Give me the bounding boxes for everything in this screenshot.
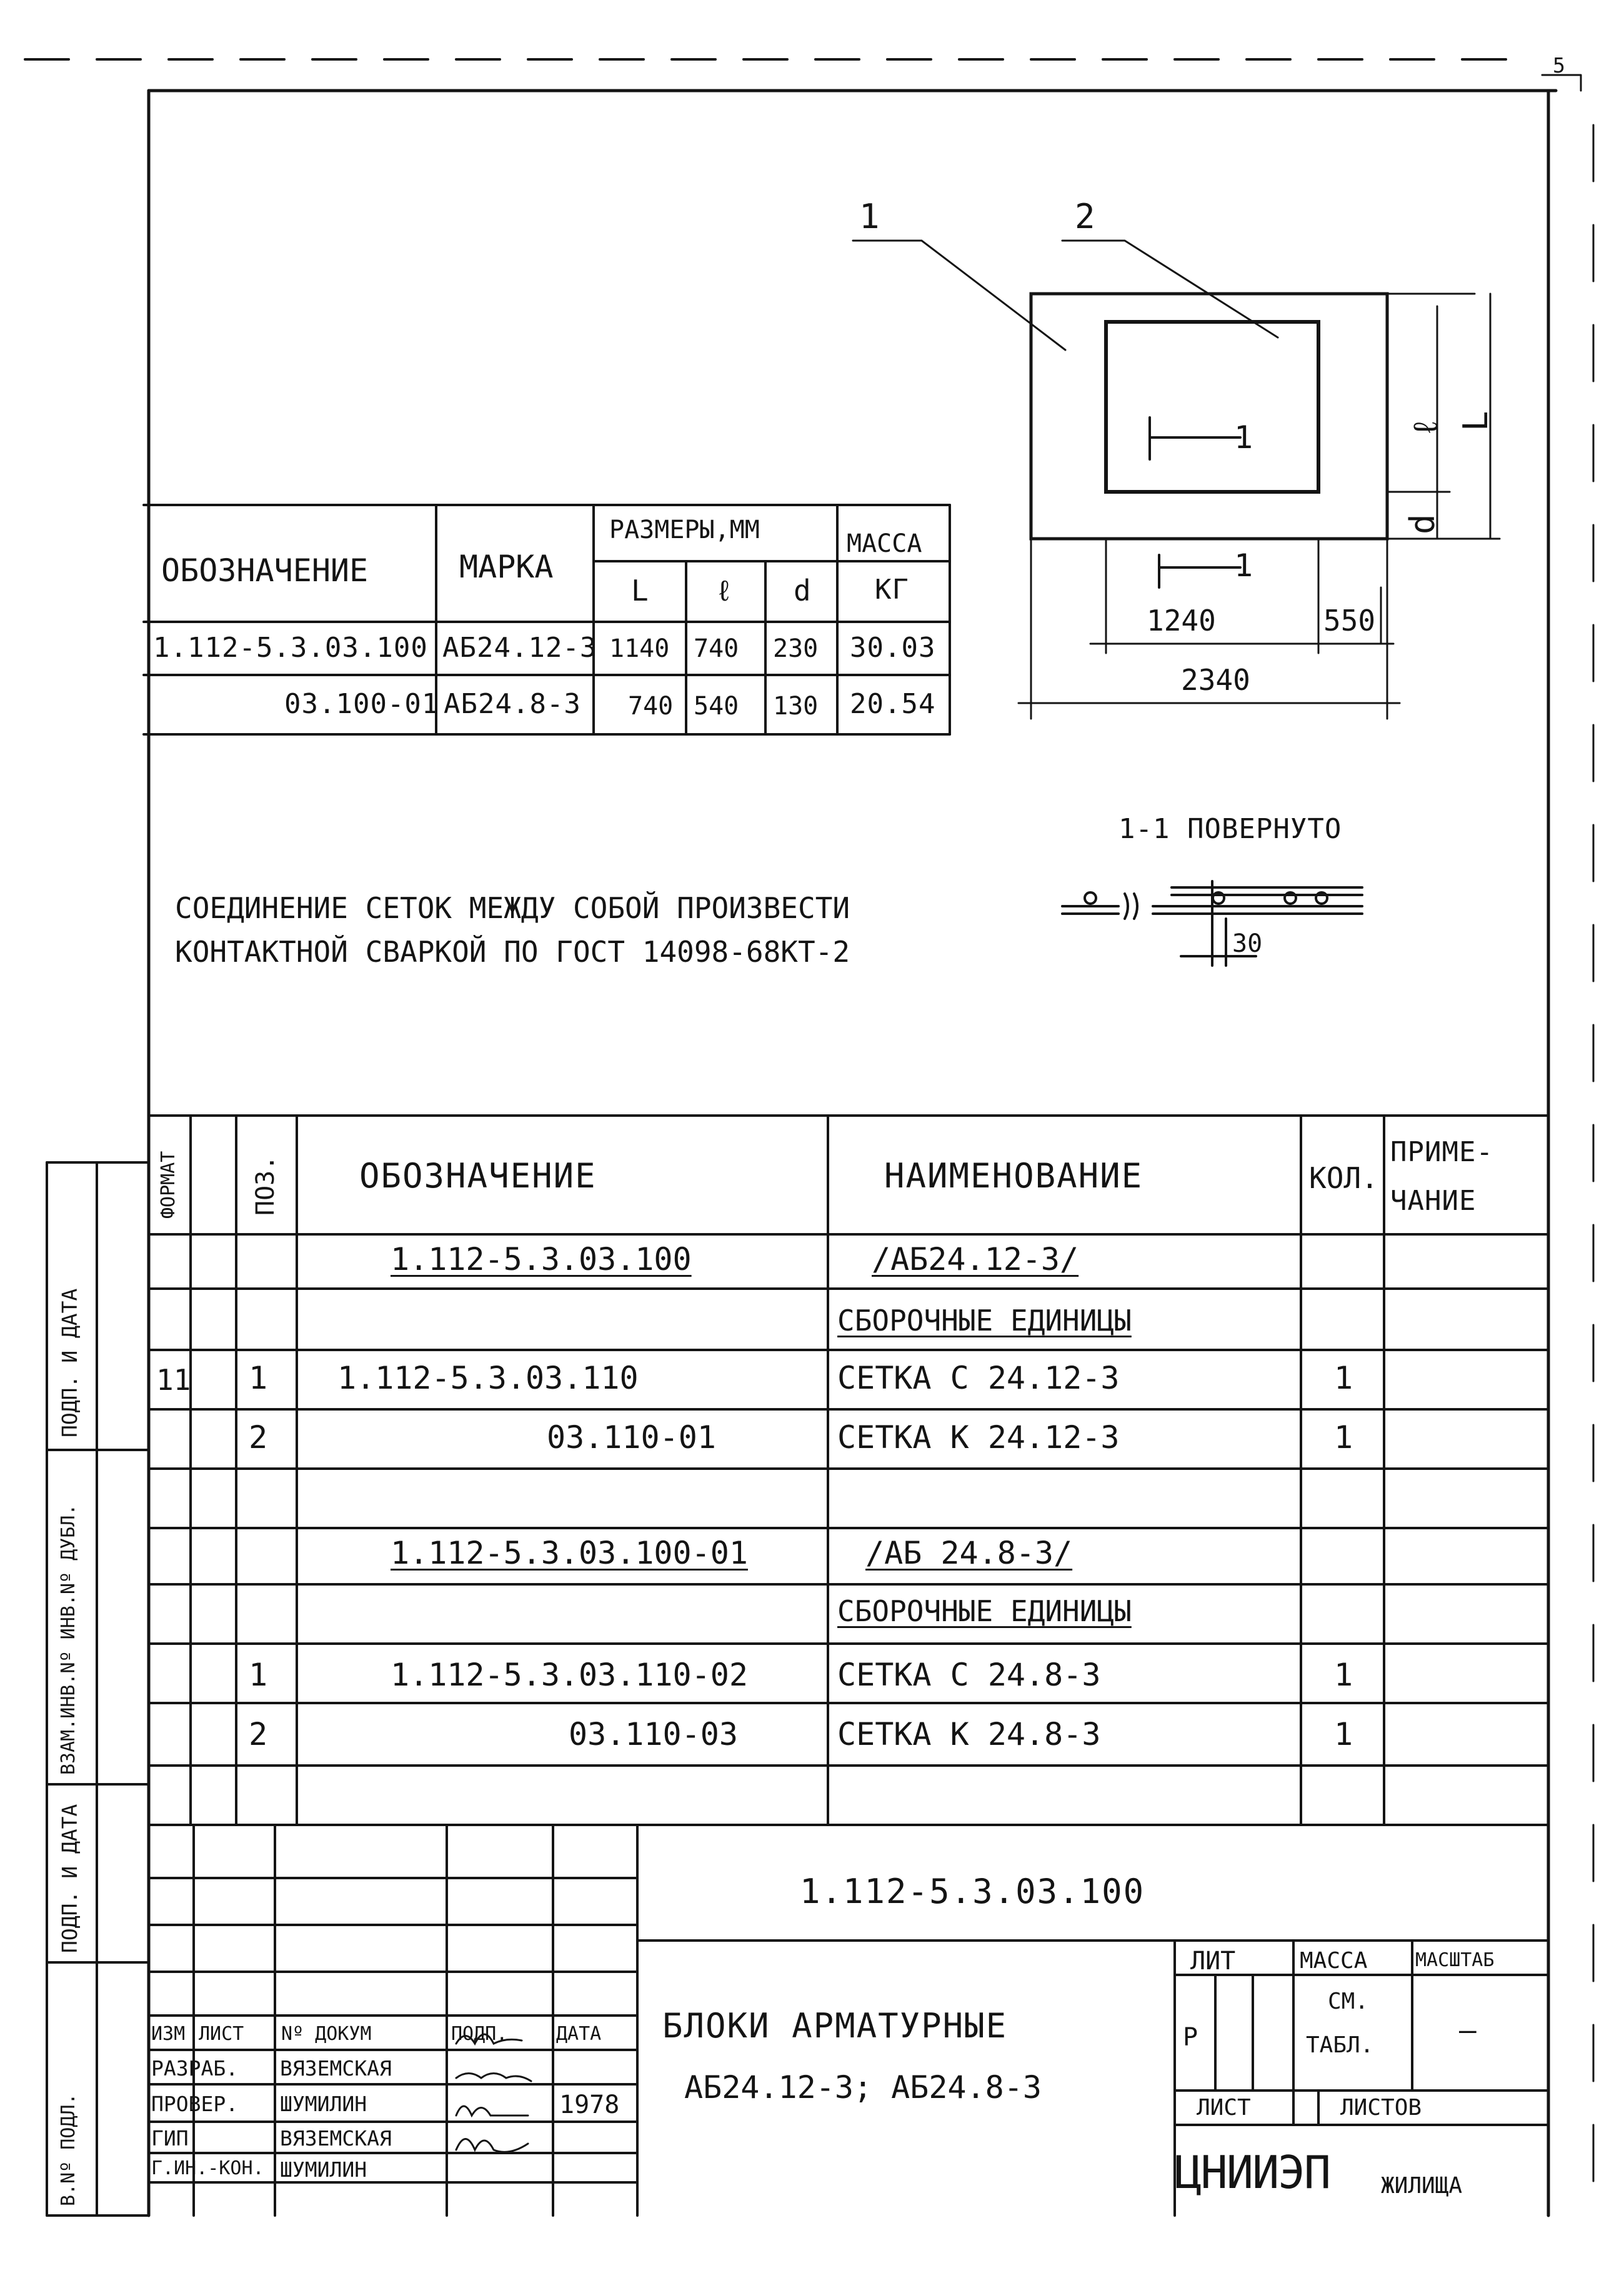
marks-row-2-designation: 03.100-01 — [284, 688, 439, 720]
dim-edge: 550 — [1323, 604, 1376, 637]
signatures — [456, 2034, 531, 2152]
spec-header-qty: КОЛ. — [1309, 1161, 1378, 1195]
tb-role: ПРОВЕР. — [151, 2092, 239, 2116]
spec-row-qty: 1 — [1334, 1716, 1353, 1752]
tb-head-list: ЛИСТ — [199, 2023, 244, 2045]
marks-row-1-mass: 30.03 — [850, 632, 936, 664]
tb-role: ГИП — [151, 2126, 189, 2151]
tb-lit-value: Р — [1183, 2023, 1198, 2052]
tb-lit-label: ЛИТ — [1190, 1947, 1236, 1976]
tb-scale-label: МАСШТАБ — [1415, 1949, 1495, 1971]
tb-date: 1978 — [559, 2091, 620, 2119]
tb-sheet-label: ЛИСТ — [1197, 2095, 1251, 2121]
marks-row-1-L: 1140 — [609, 634, 670, 663]
doc-number: 1.112-5.3.03.100 — [800, 1872, 1145, 1911]
weld-detail — [1062, 881, 1362, 966]
tb-role: РАЗРАБ. — [151, 2056, 239, 2081]
callout-1: 1 — [859, 197, 881, 236]
spec-row-pos: 2 — [249, 1716, 268, 1752]
marks-header-designation: ОБОЗНАЧЕНИЕ — [161, 552, 369, 589]
tb-mass-value-1: СМ. — [1328, 1989, 1369, 2014]
spec-header-note-2: ЧАНИЕ — [1390, 1185, 1477, 1217]
marks-row-2-mark: АБ24.8-3 — [444, 688, 581, 720]
spec-row-name: СЕТКА С 24.8-3 — [837, 1657, 1101, 1693]
spec-header-designation: ОБОЗНАЧЕНИЕ — [359, 1156, 597, 1196]
spec-header-note-1: ПРИМЕ- — [1390, 1136, 1493, 1168]
tb-head-date: ДАТА — [556, 2023, 602, 2045]
marks-row-1-l: 740 — [694, 634, 739, 663]
tb-name: ВЯЗЕМСКАЯ — [280, 2056, 392, 2081]
spec-row-heading-designation: 1.112-5.3.03.100 — [391, 1241, 692, 1277]
tb-head-sign: ПОДП. — [451, 2023, 508, 2045]
callout-2: 2 — [1075, 197, 1097, 236]
spec-row-qty: 1 — [1334, 1419, 1353, 1456]
spec-row-designation: 1.112-5.3.03.110 — [337, 1360, 639, 1396]
spec-row-qty: 1 — [1334, 1360, 1353, 1396]
marks-row-2-d: 130 — [773, 692, 819, 721]
spec-row-designation: 03.110-01 — [547, 1419, 716, 1456]
marks-row-1-designation: 1.112-5.3.03.100 — [153, 632, 428, 664]
tb-sheets-label: ЛИСТОВ — [1340, 2095, 1422, 2121]
section-mark-upper: 1 — [1234, 419, 1253, 456]
marks-header-mass-unit: КГ — [875, 574, 909, 606]
spec-row-format: 11 — [156, 1363, 191, 1397]
spec-header-format: ФОРМАТ — [157, 1151, 179, 1219]
spec-row-heading-designation: 1.112-5.3.03.100-01 — [391, 1535, 748, 1571]
marks-row-2-l: 540 — [694, 692, 739, 721]
section-title: 1-1 ПОВЕРНУТО — [1118, 813, 1342, 845]
note-line-1: СОЕДИНЕНИЕ СЕТОК МЕЖДУ СОБОЙ ПРОИЗВЕСТИ — [175, 891, 850, 925]
spec-row-pos: 2 — [249, 1419, 268, 1456]
marks-header-sizes: РАЗМЕРЫ,ММ — [609, 516, 760, 544]
spec-row-name: СЕТКА К 24.8-3 — [837, 1716, 1101, 1752]
tb-head-doc: Nº ДОКУМ — [281, 2023, 372, 2045]
marks-header-L: L — [631, 574, 649, 607]
dim-label-d: d — [1403, 512, 1442, 534]
spec-row-name: СЕТКА С 24.12-3 — [837, 1360, 1120, 1396]
dim-label-L: L — [1456, 409, 1495, 431]
side-label-sign-date-upper: ПОДП. И ДАТА — [57, 1288, 82, 1437]
drawing-title-line-2: АБ24.12-3; АБ24.8-3 — [684, 2069, 1042, 2106]
dim-overall: 2340 — [1181, 663, 1250, 697]
tb-mass-value-2: ТАБЛ. — [1306, 2032, 1374, 2058]
side-label-original-inv: В.Nº ПОДЛ. — [57, 2093, 79, 2206]
spec-row-name: СЕТКА К 24.12-3 — [837, 1419, 1120, 1456]
tb-head-izm: ИЗМ — [151, 2023, 186, 2045]
tb-name: ШУМИЛИН — [280, 2092, 367, 2116]
marks-row-2-L: 740 — [628, 692, 674, 721]
marks-header-d: d — [794, 574, 811, 607]
dim-label-l: ℓ — [1406, 416, 1445, 437]
org-sub: ЖИЛИЩА — [1381, 2173, 1463, 2199]
tb-name: ВЯЗЕМСКАЯ — [280, 2126, 392, 2151]
spec-row-section-label: СБОРОЧНЫЕ ЕДИНИЦЫ — [837, 1304, 1132, 1337]
tb-name: ШУМИЛИН — [280, 2157, 367, 2182]
sheet-number: 5 — [1553, 53, 1565, 77]
side-label-replace-inv: ВЗАМ.ИНВ.Nº ИНВ.Nº ДУБЛ. — [57, 1504, 79, 1775]
spec-row-designation: 03.110-03 — [569, 1716, 738, 1752]
org-main: ЦНИИЭП — [1175, 2146, 1330, 2199]
marks-row-1-d: 230 — [773, 634, 819, 663]
marks-header-mass: МАССА — [847, 529, 922, 558]
tb-role: Г.ИН.-КОН. — [151, 2157, 264, 2179]
drawing-title-line-1: БЛОКИ АРМАТУРНЫЕ — [662, 2006, 1008, 2046]
marks-row-1-mark: АБ24.12-3 — [442, 632, 597, 664]
spec-row-pos: 1 — [249, 1657, 268, 1693]
spec-row-pos: 1 — [249, 1360, 268, 1396]
marks-row-2-mass: 20.54 — [850, 688, 936, 720]
tb-mass-label: МАССА — [1300, 1948, 1368, 1974]
spec-header-name: НАИМЕНОВАНИЕ — [884, 1156, 1143, 1196]
spec-row-designation: 1.112-5.3.03.110-02 — [391, 1657, 748, 1693]
spec-header-pos: ПОЗ. — [251, 1155, 280, 1216]
dim-inner: 1240 — [1147, 604, 1216, 637]
spec-row-heading-name: /АБ 24.8-3/ — [865, 1535, 1073, 1571]
spec-row-qty: 1 — [1334, 1657, 1353, 1693]
section-mark-lower: 1 — [1234, 547, 1253, 584]
spec-row-heading-name: /АБ24.12-3/ — [872, 1241, 1079, 1277]
spec-row-section-label: СБОРОЧНЫЕ ЕДИНИЦЫ — [837, 1594, 1132, 1628]
marks-header-l: ℓ — [715, 574, 733, 607]
weld-dim: 30 — [1232, 929, 1263, 958]
marks-header-mark: МАРКА — [459, 549, 554, 585]
side-label-sign-date-lower: ПОДП. И ДАТА — [57, 1804, 82, 1953]
tb-scale-value: — — [1459, 2013, 1477, 2047]
note-line-2: КОНТАКТНОЙ СВАРКОЙ ПО ГОСТ 14098-68КТ-2 — [175, 935, 850, 969]
